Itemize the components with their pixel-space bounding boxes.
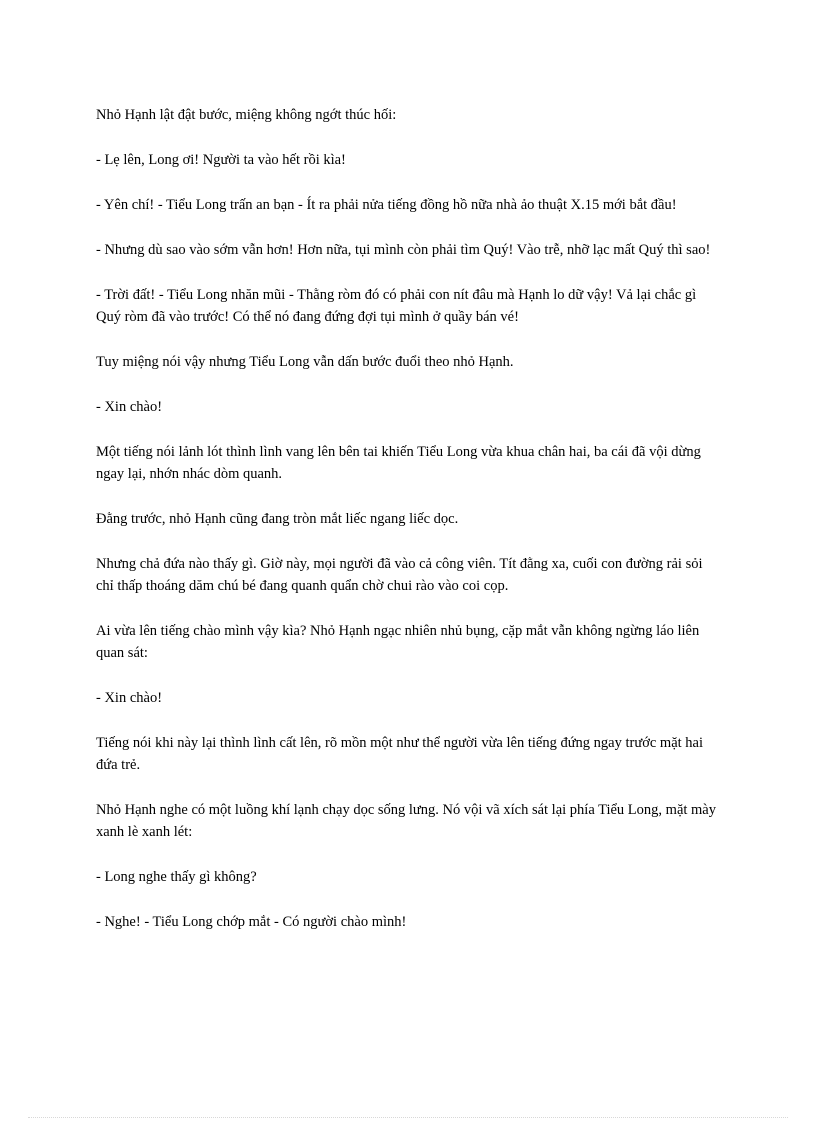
paragraph-11: Ai vừa lên tiếng chào mình vậy kìa? Nhỏ Hạnh ngạc nhiên nhủ bụng, cặp mắt vẫn không ngừng láo liên quan sát:: [96, 623, 700, 661]
document-body: [96, 104, 720, 956]
paragraph-4: - Nhưng dù sao vào sớm vẫn hơn! Hơn nữa, tụi mình còn phải tìm Quý! Vào trễ, nhỡ lạc mất Quý thì sao!: [96, 242, 711, 258]
page-bottom-divider: [28, 1117, 788, 1118]
paragraph-12: - Xin chào!: [96, 690, 163, 706]
paragraph-2: - Lẹ lên, Long ơi! Người ta vào hết rồi kìa!: [96, 152, 346, 168]
paragraph-7: - Xin chào!: [96, 399, 163, 415]
paragraph-8: Một tiếng nói lảnh lót thình lình vang lên bên tai khiến Tiểu Long vừa khua chân hai, ba cái đã vội dừng ngay lại, nhớn nhác dòm quanh.: [96, 444, 701, 482]
paragraph-6: Tuy miệng nói vậy nhưng Tiểu Long vẫn dấn bước đuổi theo nhỏ Hạnh.: [96, 354, 514, 370]
paragraph-9: Đằng trước, nhỏ Hạnh cũng đang tròn mắt liếc ngang liếc dọc.: [96, 511, 459, 527]
paragraph-14: Nhỏ Hạnh nghe có một luồng khí lạnh chạy dọc sống lưng. Nó vội vã xích sát lại phía Tiểu Long, mặt mày xanh lè xanh lét:: [96, 802, 716, 840]
paragraph-1: Nhỏ Hạnh lật đật bước, miệng không ngớt thúc hối:: [96, 107, 397, 123]
paragraph-15: - Long nghe thấy gì không?: [96, 869, 257, 885]
paragraph-10: Nhưng chả đứa nào thấy gì. Giờ này, mọi người đã vào cả công viên. Tít đằng xa, cuối con đường rải sỏi chỉ thấp thoáng dăm chú bé đang quanh quẩn chờ chui rào vào coi cọp.: [96, 556, 703, 594]
paragraph-3: - Yên chí! - Tiểu Long trấn an bạn - Ít ra phải nửa tiếng đồng hồ nữa nhà ảo thuật X.15 mới bắt đầu!: [96, 197, 677, 213]
paragraph-16: - Nghe! - Tiểu Long chớp mắt - Có người chào mình!: [96, 914, 407, 930]
paragraph-5: - Trời đất! - Tiểu Long nhăn mũi - Thằng ròm đó có phải con nít đâu mà Hạnh lo dữ vậy! Vả lại chắc gì Quý ròm đã vào trước! Có thể nó đang đứng đợi tụi mình ở quầy bán vé!: [96, 287, 697, 325]
paragraph-13: Tiếng nói khi này lại thình lình cất lên, rõ mồn một như thể người vừa lên tiếng đứng ngay trước mặt hai đứa trẻ.: [96, 735, 704, 773]
